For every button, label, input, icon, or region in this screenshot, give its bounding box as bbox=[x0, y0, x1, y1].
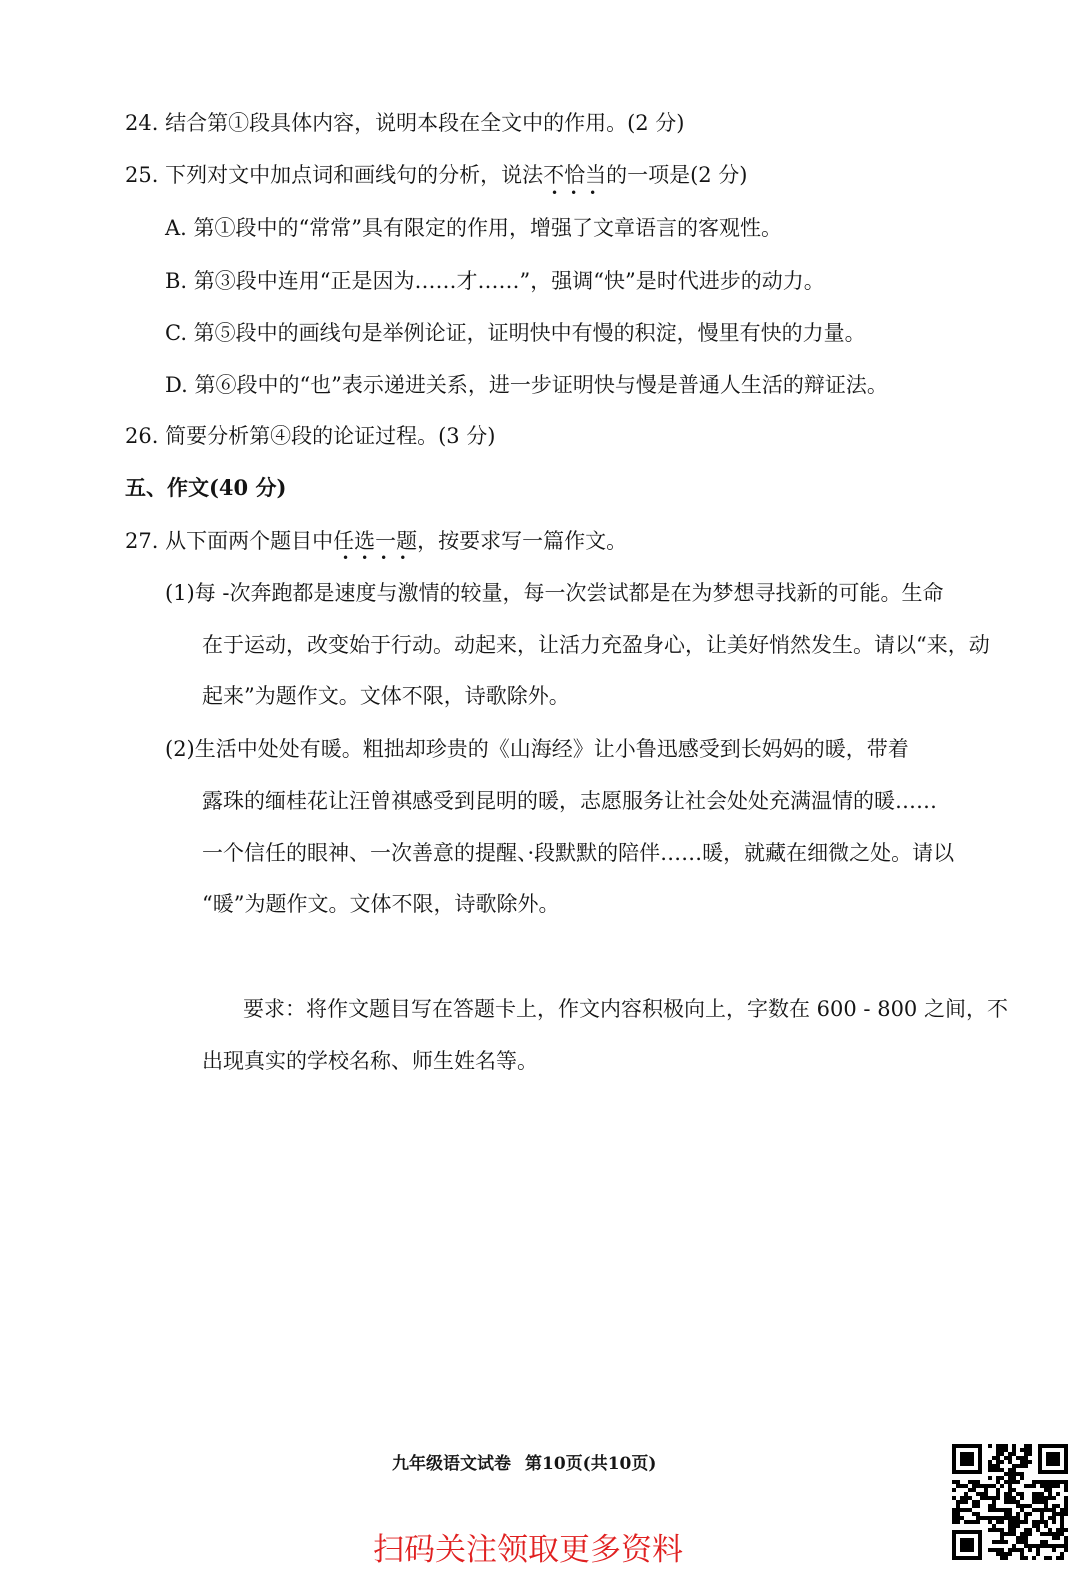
requirement-line-2: 出现真实的学校名称、师生姓名等。 bbox=[202, 1049, 538, 1073]
promo-text: 扫码关注领取更多资料 bbox=[373, 1532, 683, 1568]
section-5-title: 五、作文(40 分) bbox=[125, 475, 287, 500]
question-24: 24. 结合第①段具体内容，说明本段在全文中的作用。(2 分) bbox=[125, 111, 685, 135]
question-26: 26. 简要分析第④段的论证过程。(3 分) bbox=[125, 424, 496, 448]
topic-1-line-1: (1)每 -次奔跑都是速度与激情的较量，每一次尝试都是在为梦想寻找新的可能。生命 bbox=[165, 581, 944, 605]
qr-code[interactable] bbox=[948, 1440, 1072, 1564]
topic-1-line-3: 起来”为题作文。文体不限，诗歌除外。 bbox=[202, 684, 570, 708]
q25-option-c: C. 第⑤段中的画线句是举例论证，证明快中有慢的积淀，慢里有快的力量。 bbox=[165, 321, 866, 345]
q25-option-a: A. 第①段中的“常常”具有限定的作用，增强了文章语言的客观性。 bbox=[165, 216, 782, 240]
q25-option-d: D. 第⑥段中的“也”表示递进关系，进一步证明快与慢是普通人生活的辩证法。 bbox=[165, 373, 888, 397]
question-25: 25. 下列对文中加点词和画线句的分析，说法不恰当的一项是(2 分) bbox=[125, 163, 748, 187]
emphasis-dots-q27: •••• bbox=[342, 551, 419, 565]
footer-paper-name: 九年级语文试卷 bbox=[392, 1454, 511, 1474]
page-footer bbox=[392, 1452, 670, 1476]
footer-page-info: 第10页(共10页) bbox=[525, 1454, 657, 1474]
q25-option-b: B. 第③段中连用“正是因为……才……”，强调“快”是时代进步的动力。 bbox=[165, 269, 825, 293]
question-27: 27. 从下面两个题目中任选一题，按要求写一篇作文。 bbox=[125, 529, 628, 553]
topic-2-line-4: “暖”为题作文。文体不限，诗歌除外。 bbox=[202, 892, 560, 916]
topic-2-line-3: 一个信任的眼神、一次善意的提醒、·段默默的陪伴……暖，就藏在细微之处。请以 bbox=[202, 841, 955, 865]
topic-2-line-1: (2)生活中处处有暖。粗拙却珍贵的《山海经》让小鲁迅感受到长妈妈的暖，带着 bbox=[165, 737, 909, 761]
requirement-line-1: 要求：将作文题目写在答题卡上，作文内容积极向上，字数在 600 - 800 之间，不 bbox=[243, 997, 1008, 1021]
topic-2-line-2: 露珠的缅桂花让汪曾祺感受到昆明的暖，志愿服务让社会处处充满温情的暖…… bbox=[202, 789, 937, 813]
emphasis-dots-q25: ••• bbox=[551, 186, 609, 200]
topic-1-line-2: 在于运动，改变始于行动。动起来，让活力充盈身心，让美好悄然发生。请以“来，动 bbox=[202, 633, 990, 657]
